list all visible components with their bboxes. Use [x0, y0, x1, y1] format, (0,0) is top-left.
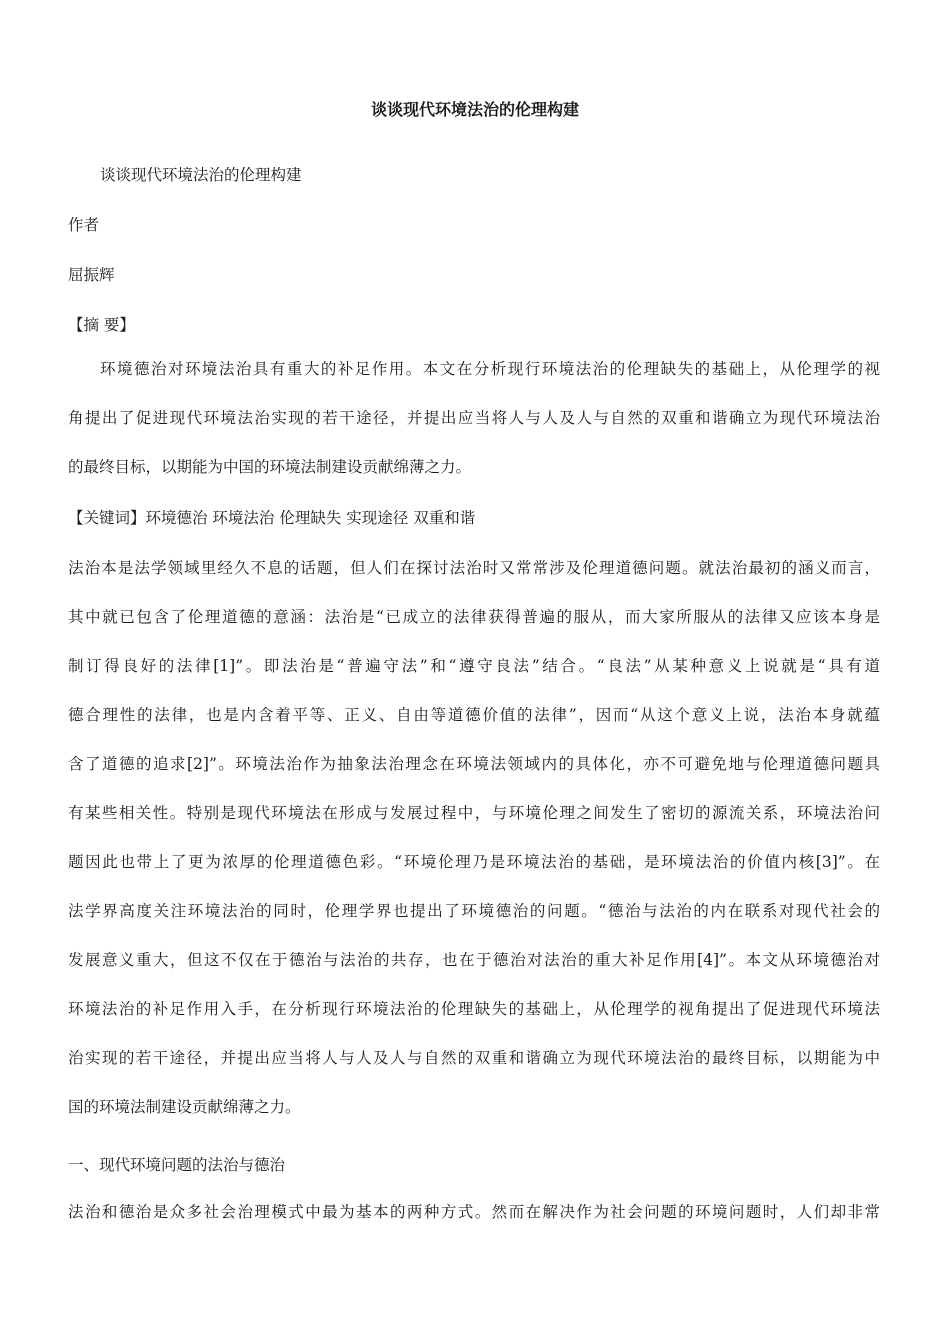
abstract-line: 角提出了促进现代环境法治实现的若干途径，并提出应当将人与人及人与自然的双重和谐确立为现代环境法治 — [68, 409, 880, 427]
body-line: 治实现的若干途径，并提出应当将人与人及人与自然的双重和谐确立为现代环境法治的最终目标，以期能为中 — [68, 1049, 880, 1067]
keywords-line: 【关键词】环境德治 环境法治 伦理缺失 实现途径 双重和谐 — [68, 509, 476, 527]
body-line: 制订得良好的法律[1]”。即法治是“普遍守法”和“遵守良法”结合。“良法”从某种意义上说就是“具有道 — [68, 657, 880, 675]
body-line: 其中就已包含了伦理道德的意涵：法治是“已成立的法律获得普遍的服从，而大家所服从的法律又应该本身是 — [68, 608, 880, 626]
body-line: 德合理性的法律，也是内含着平等、正义、自由等道德价值的法律”，因而“从这个意义上说，法治本身就蕴 — [68, 706, 880, 724]
section-line: 法治和德治是众多社会治理模式中最为基本的两种方式。然而在解决作为社会问题的环境问题时，人们却非常 — [68, 1203, 880, 1221]
body-line: 国的环境法制建设贡献绵薄之力。 — [68, 1098, 301, 1116]
document-subtitle: 谈谈现代环境法治的伦理构建 — [100, 166, 302, 184]
body-line: 环境法治的补足作用入手，在分析现行环境法治的伦理缺失的基础上，从伦理学的视角提出了促进现代环境法 — [68, 1000, 880, 1018]
body-line: 题因此也带上了更为浓厚的伦理道德色彩。“环境伦理乃是环境法治的基础，是环境法治的价值内核[3]”。在 — [68, 853, 880, 871]
body-line: 法学界高度关注环境法治的同时，伦理学界也提出了环境德治的问题。“德治与法治的内在联系对现代社会的 — [68, 902, 880, 920]
body-line: 含了道德的追求[2]”。环境法治作为抽象法治理念在环境法领域内的具体化，亦不可避免地与伦理道德问题具 — [68, 755, 880, 773]
body-line: 法治本是法学领域里经久不息的话题，但人们在探讨法治时又常常涉及伦理道德问题。就法治最初的涵义而言， — [68, 559, 880, 577]
abstract-heading: 【摘 要】 — [68, 316, 135, 334]
author-name: 屈振辉 — [68, 266, 115, 284]
abstract-line: 的最终目标，以期能为中国的环境法制建设贡献绵薄之力。 — [68, 458, 472, 476]
section-heading: 一、现代环境问题的法治与德治 — [68, 1156, 286, 1174]
body-line: 发展意义重大，但这不仅在于德治与法治的共存，也在于德治对法治的重大补足作用[4]”。本文从环境德治对 — [68, 951, 880, 969]
body-line: 有某些相关性。特别是现代环境法在形成与发展过程中，与环境伦理之间发生了密切的源流关系，环境法治问 — [68, 804, 880, 822]
abstract-line: 环境德治对环境法治具有重大的补足作用。本文在分析现行环境法治的伦理缺失的基础上，从伦理学的视 — [100, 360, 880, 378]
document-title: 谈谈现代环境法治的伦理构建 — [370, 100, 579, 119]
author-label: 作者 — [68, 216, 100, 234]
